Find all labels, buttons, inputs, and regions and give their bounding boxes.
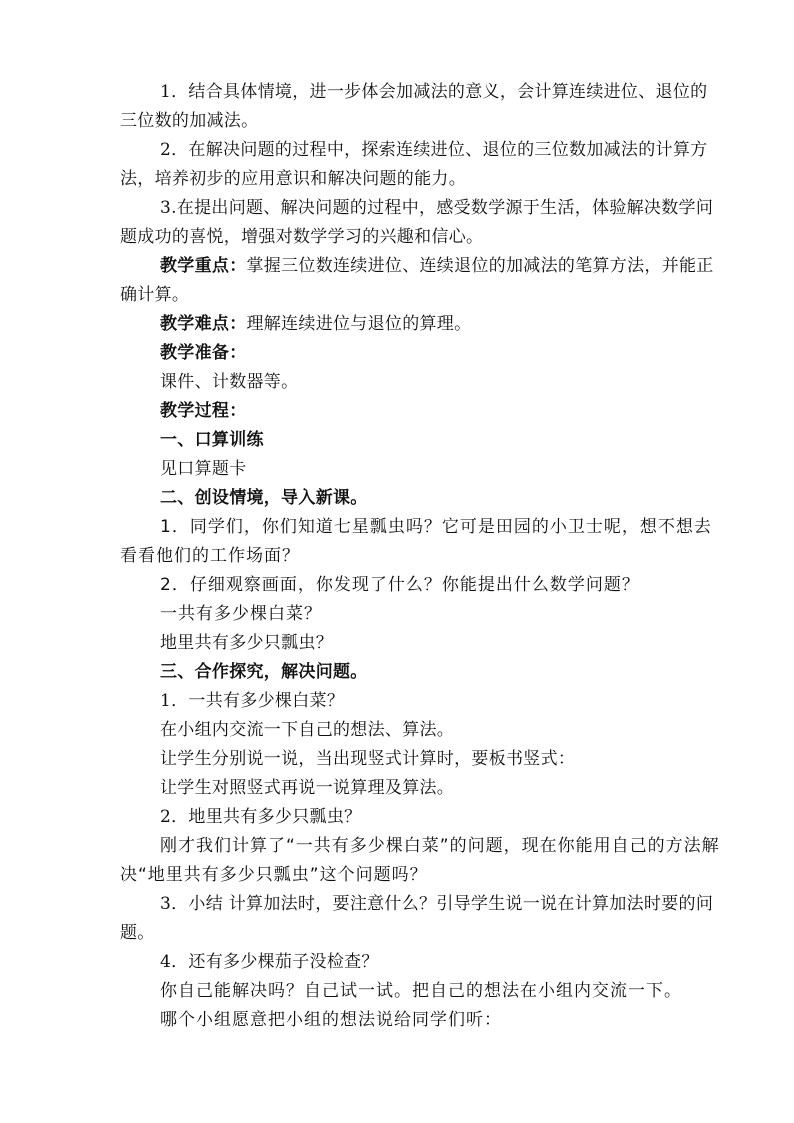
objective-1: 1．结合具体情境，进一步体会加减法的意义，会计算连续进位、退位的三位数的加减法。 [120, 82, 708, 131]
section3-q2-text: 刚才我们计算了“一共有多少棵白菜”的问题，现在你能用自己的方法解决“地里共有多少只瓢虫”这个问题吗？ [120, 836, 720, 885]
section1-text: 见口算题卡 [160, 459, 247, 479]
section3-q1-line-2: 让学生分别说一说，当出现竖式计算时，要板书竖式： [160, 749, 576, 769]
key-point-label: 教学重点： [160, 256, 247, 276]
section3-q3: 3．小结 计算加法时，要注意什么？引导学生说一说在计算加法时要的问题。 [120, 894, 714, 943]
key-point [120, 252, 720, 310]
section2-question-2: 地里共有多少只瓢虫？ [160, 633, 333, 653]
objective-3: 3.在提出问题、解决问题的过程中，感受数学源于生活，体验解决数学问题成功的喜悦，增强对数学学习的兴趣和信心。 [120, 198, 714, 247]
preparation-label: 教学准备： [160, 343, 247, 363]
section2-item-1: 1．同学们，你们知道七星瓢虫吗？它可是田园的小卫士呢，想不想去看看他们的工作场面？ [120, 517, 712, 566]
difficulty-label: 教学难点： [160, 314, 247, 334]
section3-heading: 三、合作探究，解决问题。 [160, 662, 368, 682]
section2-question-1: 一共有多少棵白菜？ [160, 604, 322, 624]
section3-q1-line-3: 让学生对照竖式再说一说算理及算法。 [160, 778, 455, 798]
section2-heading: 二、创设情境，导入新课。 [160, 488, 368, 508]
section1-heading: 一、口算训练 [160, 430, 264, 450]
difficulty [120, 310, 720, 339]
section3-q4-line-1: 你自己能解决吗？自己试一试。把自己的想法在小组内交流一下。 [160, 981, 682, 1001]
process-label: 教学过程： [160, 401, 247, 421]
lesson-plan-document [120, 78, 720, 1035]
objective-2: 2．在解决问题的过程中，探索连续进位、退位的三位数加减法的计算方法，培养初步的应用意识和解决问题的能力。 [120, 140, 708, 189]
section3-q4-line-2: 哪个小组愿意把小组的想法说给同学们听： [160, 1010, 502, 1030]
section3-q2: 2．地里共有多少只瓢虫？ [160, 807, 362, 827]
difficulty-text: 理解连续进位与退位的算理。 [246, 314, 472, 334]
key-point-text: 掌握三位数连续进位、连续退位的加减法的笔算方法，并能正确计算。 [120, 256, 714, 305]
section3-q1: 1．一共有多少棵白菜？ [160, 691, 345, 711]
preparation-text: 课件、计数器等。 [160, 372, 299, 392]
section3-q4: 4．还有多少棵茄子没检查？ [160, 952, 379, 972]
section2-item-2: 2．仔细观察画面，你发现了什么？你能提出什么数学问题？ [160, 575, 640, 595]
section3-q1-line-1: 在小组内交流一下自己的想法、算法。 [160, 720, 455, 740]
